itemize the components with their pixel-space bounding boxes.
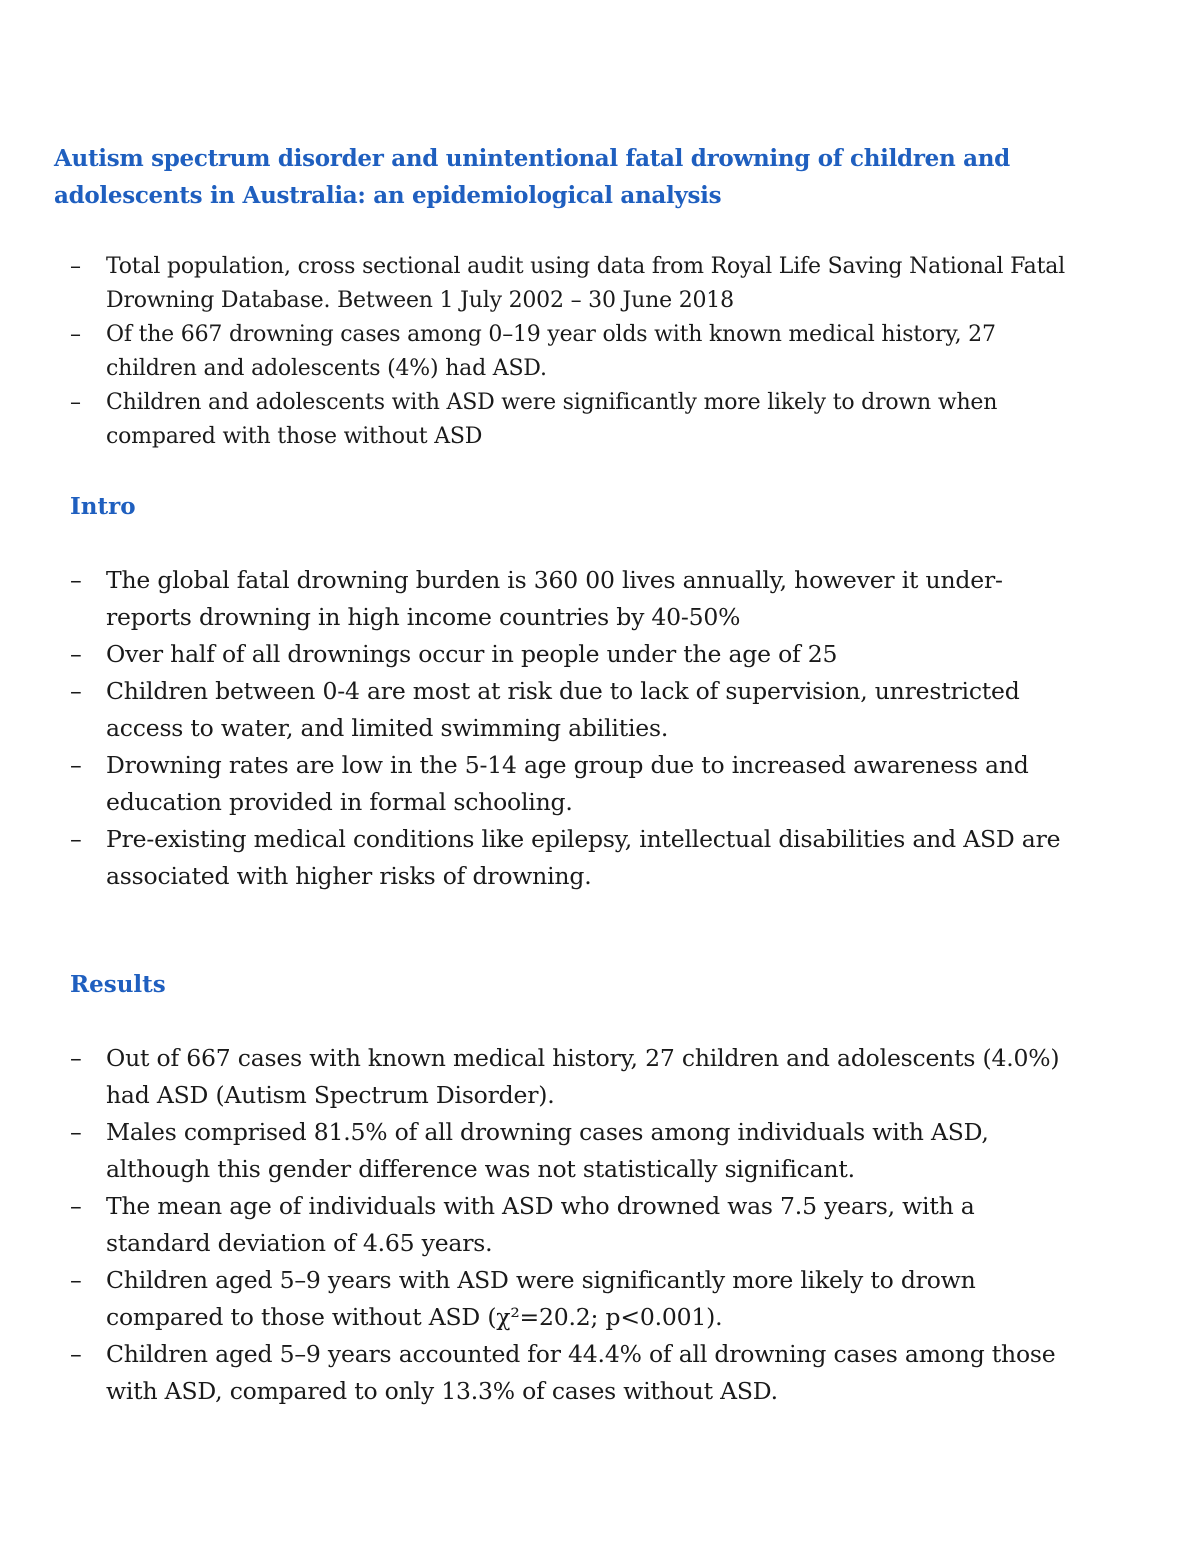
- list-item: [70, 1262, 1070, 1336]
- intro-heading: Intro: [70, 493, 136, 520]
- bullet-dash: –: [70, 1340, 82, 1368]
- list-item-text: Children aged 5–9 years accounted for 44.4% of all drowning cases among those with ASD, compared to only 13.3% of cases without ASD.: [106, 1340, 1056, 1405]
- bullet-dash: –: [70, 677, 82, 705]
- list-item: [70, 1336, 1070, 1410]
- bullet-dash: –: [70, 825, 82, 853]
- list-item: [70, 386, 1070, 454]
- bullet-dash: –: [70, 1044, 82, 1072]
- list-item-text: The global fatal drowning burden is 360 00 lives annually, however it under-reports drowning in high income countries by 40-50%: [106, 566, 1003, 631]
- list-item: [70, 250, 1070, 318]
- bullet-dash: –: [70, 566, 82, 594]
- bullet-dash: –: [70, 1118, 82, 1146]
- list-item: [70, 747, 1070, 821]
- list-item-text: Of the 667 drowning cases among 0–19 year olds with known medical history, 27 children and adolescents (4%) had ASD.: [106, 322, 996, 381]
- list-item-text: Pre-existing medical conditions like epilepsy, intellectual disabilities and ASD are associated with higher risks of drowning.: [106, 825, 1061, 890]
- list-item-text: Drowning rates are low in the 5-14 age group due to increased awareness and education provided in formal schooling.: [106, 751, 1029, 816]
- bullet-dash: –: [70, 751, 82, 779]
- list-item: [70, 1114, 1070, 1188]
- bullet-dash: –: [70, 1192, 82, 1220]
- list-item-text: Over half of all drownings occur in people under the age of 25: [106, 640, 838, 668]
- bullet-dash: –: [70, 322, 81, 347]
- list-item-text: Children aged 5–9 years with ASD were significantly more likely to drown compared to those without ASD (χ²=20.2; p<0.001).: [106, 1266, 976, 1331]
- list-item-text: The mean age of individuals with ASD who drowned was 7.5 years, with a standard deviation of 4.65 years.: [106, 1192, 975, 1257]
- list-item-text: Total population, cross sectional audit using data from Royal Life Saving National Fatal Drowning Database. Between 1 July 2002 – 30 June 2018: [106, 254, 1065, 313]
- results-heading: Results: [70, 971, 166, 998]
- list-item: [70, 1188, 1070, 1262]
- list-item-text: Males comprised 81.5% of all drowning cases among individuals with ASD, although this gender difference was not statistically significant.: [106, 1118, 989, 1183]
- list-item: [70, 821, 1070, 895]
- list-item-text: Children and adolescents with ASD were significantly more likely to drown when compared with those without ASD: [106, 390, 998, 449]
- bullet-dash: –: [70, 640, 82, 668]
- list-item-text: Out of 667 cases with known medical history, 27 children and adolescents (4.0%) had ASD (Autism Spectrum Disorder).: [106, 1044, 1060, 1109]
- intro-list: [70, 562, 1070, 895]
- list-item: [70, 318, 1070, 386]
- list-item: [70, 1040, 1070, 1114]
- summary-list: [70, 250, 1070, 454]
- bullet-dash: –: [70, 1266, 82, 1294]
- bullet-dash: –: [70, 390, 81, 415]
- bullet-dash: –: [70, 254, 81, 279]
- list-item-text: Children between 0-4 are most at risk due to lack of supervision, unrestricted access to water, and limited swimming abilities.: [106, 677, 1020, 742]
- document-title: Autism spectrum disorder and unintentional fatal drowning of children and adolescents in Australia: an epidemiological analysis: [54, 145, 1010, 209]
- list-item: [70, 562, 1070, 636]
- results-list: [70, 1040, 1070, 1410]
- list-item: [70, 636, 1070, 673]
- list-item: [70, 673, 1070, 747]
